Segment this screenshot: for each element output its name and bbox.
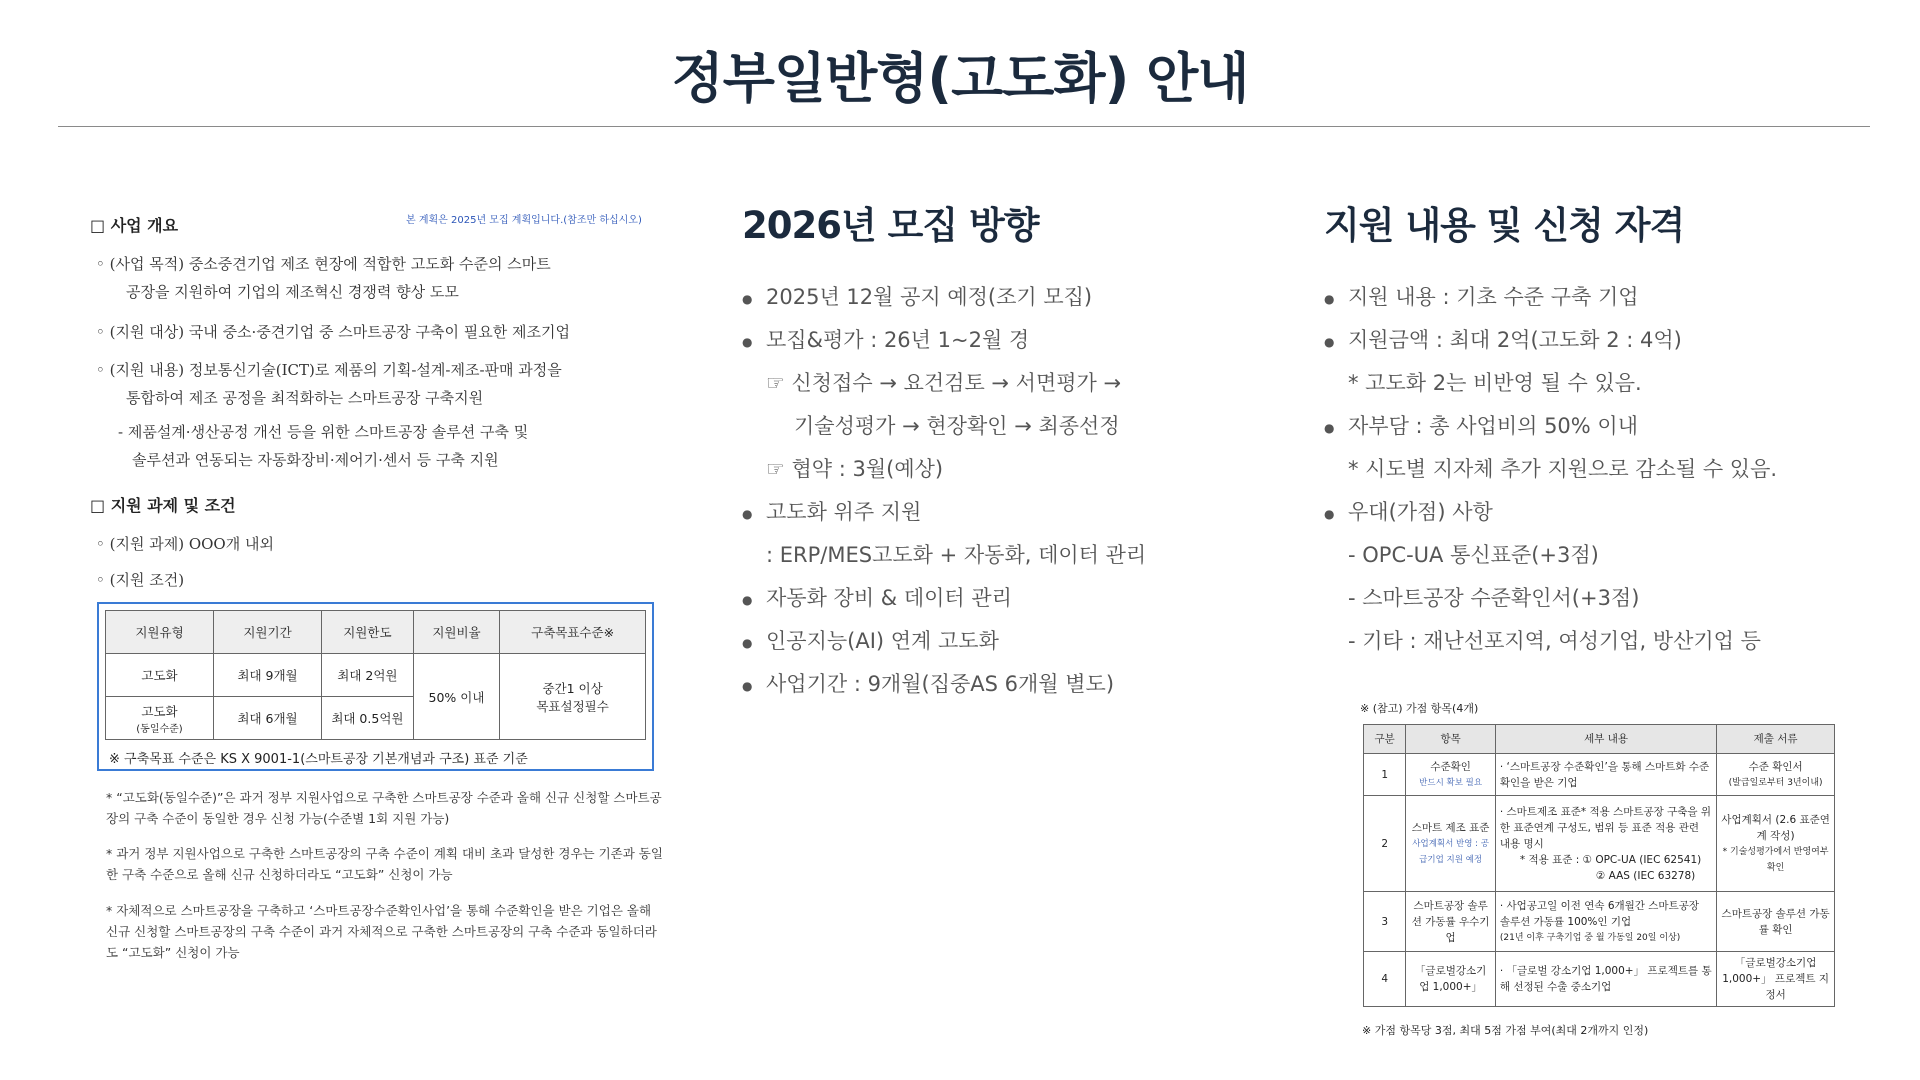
- list-item: ● 자부담 : 총 사업비의 50% 이내: [1324, 414, 1884, 457]
- doc-line: ◦ (지원 내용) 정보통신기술(ICT)로 제품의 기획-설계-제조-판매 과정을: [96, 361, 562, 379]
- table-cell: [1495, 796, 1716, 892]
- table-cell: 최대 6개월: [214, 697, 322, 740]
- table-cell: 50% 이내: [413, 654, 499, 740]
- item-label: 수준확인: [1430, 760, 1471, 773]
- table-row: [1364, 952, 1835, 1007]
- section-heading: 지원 내용 및 신청 자격: [1324, 204, 1685, 247]
- doc-line: 솔루션과 연동되는 자동화장비·제어기·센서 등 구축 지원: [132, 451, 499, 469]
- table-header-cell: 세부 내용: [1495, 725, 1716, 754]
- list-item: ● 우대(가점) 사항: [1324, 500, 1884, 543]
- table-row: [1364, 892, 1835, 952]
- goal-line: 중간1 이상: [542, 680, 603, 696]
- doc-label: 수준 확인서: [1748, 760, 1803, 773]
- detail-line: * 적용 표준 : ① OPC-UA (IEC 62541): [1519, 853, 1702, 866]
- list-item: ● 2025년 12월 공지 예정(조기 모집): [742, 285, 1302, 328]
- list-subitem: : ERP/MES고도화 + 자동화, 데이터 관리: [766, 543, 1147, 567]
- list-item: ● 인공지능(AI) 연계 고도화: [742, 629, 1302, 672]
- doc-line: ◦ (사업 목적) 중소중견기업 제조 현장에 적합한 고도화 수준의 스마트: [96, 255, 551, 273]
- footnote: * 자체적으로 스마트공장을 구축하고 ‘스마트공장수준확인사업’을 통해 수준확인을 받은 기업은 올해 신규 신청할 스마트공장의 구축 수준이 과거 자체적으로 구축한 스마트공장의 구축 수준과 동일하더라도 “고도화” 신청이 가능: [106, 903, 657, 960]
- table-header-cell: 제출 서류: [1717, 725, 1835, 754]
- list-item: ● 지원금액 : 최대 2억(고도화 2 : 4억): [1324, 328, 1884, 371]
- list-item: ● 자동화 장비 & 데이터 관리: [742, 586, 1302, 629]
- list-subitem: * 고도화 2는 비반영 될 수 있음.: [1348, 371, 1642, 395]
- table-cell: 스마트공장 솔루션 가동률 우수기업: [1406, 892, 1495, 952]
- list-subitem: 기술성평가 → 현장확인 → 최종선정: [794, 414, 1120, 438]
- goal-line: 목표설정필수: [536, 698, 609, 714]
- detail-sub: (21년 이후 구축기업 중 월 가동일 20일 이상): [1499, 932, 1681, 943]
- list-item: ● 사업기간 : 9개월(집중AS 6개월 별도): [742, 672, 1302, 715]
- table-cell: [1717, 796, 1835, 892]
- table-cell: [1406, 754, 1495, 796]
- table-header-row: [106, 611, 646, 654]
- table-header-cell: 지원한도: [322, 611, 414, 654]
- table-cell: 「글로벌강소기업 1,000+」 프로젝트 지정서: [1717, 952, 1835, 1007]
- doc-line: 통합하여 제조 공정을 최적화하는 스마트공장 구축지원: [126, 389, 484, 407]
- table-cell: [1406, 796, 1495, 892]
- table-cell: · ‘스마트공장 수준확인’을 통해 스마트화 수준 확인을 받은 기업: [1495, 754, 1716, 796]
- detail-line: · 사업공고일 이전 연속 6개월간 스마트공장 솔루션 가동률 100%인 기업: [1499, 899, 1699, 928]
- table-cell: 3: [1364, 892, 1406, 952]
- table-cell: 최대 2억원: [322, 654, 414, 697]
- table-cell: 최대 9개월: [214, 654, 322, 697]
- doc-sublabel: * 기술성평가에서 반영여부 확인: [1722, 846, 1829, 873]
- doc-line: ◦ (지원 대상) 국내 중소·중견기업 중 스마트공장 구축이 필요한 제조기업: [96, 323, 570, 341]
- support-conditions-table: [105, 610, 646, 740]
- page-title: 정부일반형(고도화) 안내: [671, 47, 1249, 110]
- section-support-conditions: □ 지원 과제 및 조건: [90, 496, 236, 515]
- table-cell: · 「글로벌 강소기업 1,000+」 프로젝트를 통해 선정된 수출 중소기업: [1495, 952, 1716, 1007]
- section-heading: 2026년 모집 방향: [742, 204, 1039, 247]
- list-item: ● 고도화 위주 지원: [742, 500, 1302, 543]
- table-header-row: [1364, 725, 1835, 754]
- table-cell: 4: [1364, 952, 1406, 1007]
- footnote: * “고도화(동일수준)”은 과거 정부 지원사업으로 구축한 스마트공장 수준과 올해 신규 신청할 스마트공장의 구축 수준이 동일한 경우 신청 가능(수준별 1회 지원 가능): [106, 790, 662, 826]
- eligibility-list: [1324, 285, 1884, 672]
- table-header-cell: 지원기간: [214, 611, 322, 654]
- table-cell: [1495, 892, 1716, 952]
- support-eligibility-section: [1324, 195, 1778, 653]
- type-label: 고도화: [141, 703, 178, 719]
- table-header-cell: 구분: [1364, 725, 1406, 754]
- list-item: ● 모집&평가 : 26년 1~2월 경: [742, 328, 1302, 371]
- table-cell: [106, 697, 214, 740]
- table-cell: 고도화: [106, 654, 214, 697]
- table-cell: 2: [1364, 796, 1406, 892]
- list-subitem: - OPC-UA 통신표준(+3점): [1348, 543, 1599, 567]
- footnote: * 과거 정부 지원사업으로 구축한 스마트공장의 구축 수준이 계획 대비 초과 달성한 경우는 기존과 동일한 구축 수준으로 올해 신규 신청하더라도 “고도화” 신청이 가능: [106, 846, 663, 882]
- table-caption: ※ 구축목표 수준은 KS X 9001-1(스마트공장 기본개념과 구조) 표준 기준: [109, 752, 528, 767]
- doc-line: ◦ (지원 과제) OOO개 내외: [96, 535, 274, 553]
- doc-label: 사업계획서 (2.6 표준연계 작성): [1721, 813, 1830, 842]
- doc-note: 본 계획은 2025년 모집 계획입니다.(참조만 하십시오): [406, 215, 642, 226]
- table-footer: ※ 가점 항목당 3점, 최대 5점 가점 부여(최대 2개까지 인정): [1362, 1024, 1649, 1037]
- table-cell: 스마트공장 솔루션 가동률 확인: [1717, 892, 1835, 952]
- type-sublabel: (동일수준): [136, 723, 183, 735]
- doc-line: 공장을 지원하여 기업의 제조혁신 경쟁력 향상 도모: [126, 283, 459, 301]
- table-header-cell: 지원비율: [413, 611, 499, 654]
- support-conditions-table-box: [97, 602, 654, 771]
- list-subitem: ☞ 신청접수 → 요건검토 → 서면평가 →: [766, 371, 1122, 395]
- detail-line: ② AAS (IEC 63278): [1595, 869, 1696, 882]
- detail-line: · 스마트제조 표준* 적용 스마트공장 구축을 위한 표준연계 구성도, 범위 등 표준 적용 관련 내용 명시: [1499, 805, 1712, 850]
- table-cell-goal: [500, 654, 646, 740]
- table-header-cell: 지원유형: [106, 611, 214, 654]
- item-sublabel: 사업계획서 반영 : 공급기업 지원 예정: [1412, 838, 1489, 865]
- list-subitem: - 기타 : 재난선포지역, 여성기업, 방산기업 등: [1348, 629, 1761, 653]
- item-label: 스마트 제조 표준: [1411, 821, 1490, 834]
- section-business-overview: □ 사업 개요: [90, 216, 179, 235]
- list-subitem: ☞ 협약 : 3월(예상): [766, 457, 944, 481]
- list-subitem: * 시도별 지자체 추가 지원으로 감소될 수 있음.: [1348, 457, 1778, 481]
- item-sublabel: 반드시 확보 필요: [1419, 777, 1483, 788]
- table-header-cell: 항목: [1406, 725, 1495, 754]
- table-row: [1364, 796, 1835, 892]
- title-divider: [58, 126, 1870, 127]
- table-cell: 최대 0.5억원: [322, 697, 414, 740]
- doc-line: - 제품설계·생산공정 개선 등을 위한 스마트공장 솔루션 구축 및: [118, 423, 529, 441]
- doc-sublabel: (발급일로부터 3년이내): [1728, 777, 1823, 788]
- recruitment-direction-section: [742, 195, 1147, 696]
- list-subitem: - 스마트공장 수준확인서(+3점): [1348, 586, 1640, 610]
- table-row: [106, 654, 646, 697]
- doc-line: ◦ (지원 조건): [96, 571, 185, 589]
- table-header-note: ※ (참고) 가점 항목(4개): [1360, 702, 1479, 715]
- bonus-points-table: [1363, 724, 1835, 1007]
- table-cell: 「글로벌강소기업 1,000+」: [1406, 952, 1495, 1007]
- recruitment-list: [742, 285, 1302, 715]
- table-cell: 1: [1364, 754, 1406, 796]
- table-header-cell: 구축목표수준※: [500, 611, 646, 654]
- list-item: ● 지원 내용 : 기초 수준 구축 기업: [1324, 285, 1884, 328]
- table-row: [1364, 754, 1835, 796]
- table-cell: [1717, 754, 1835, 796]
